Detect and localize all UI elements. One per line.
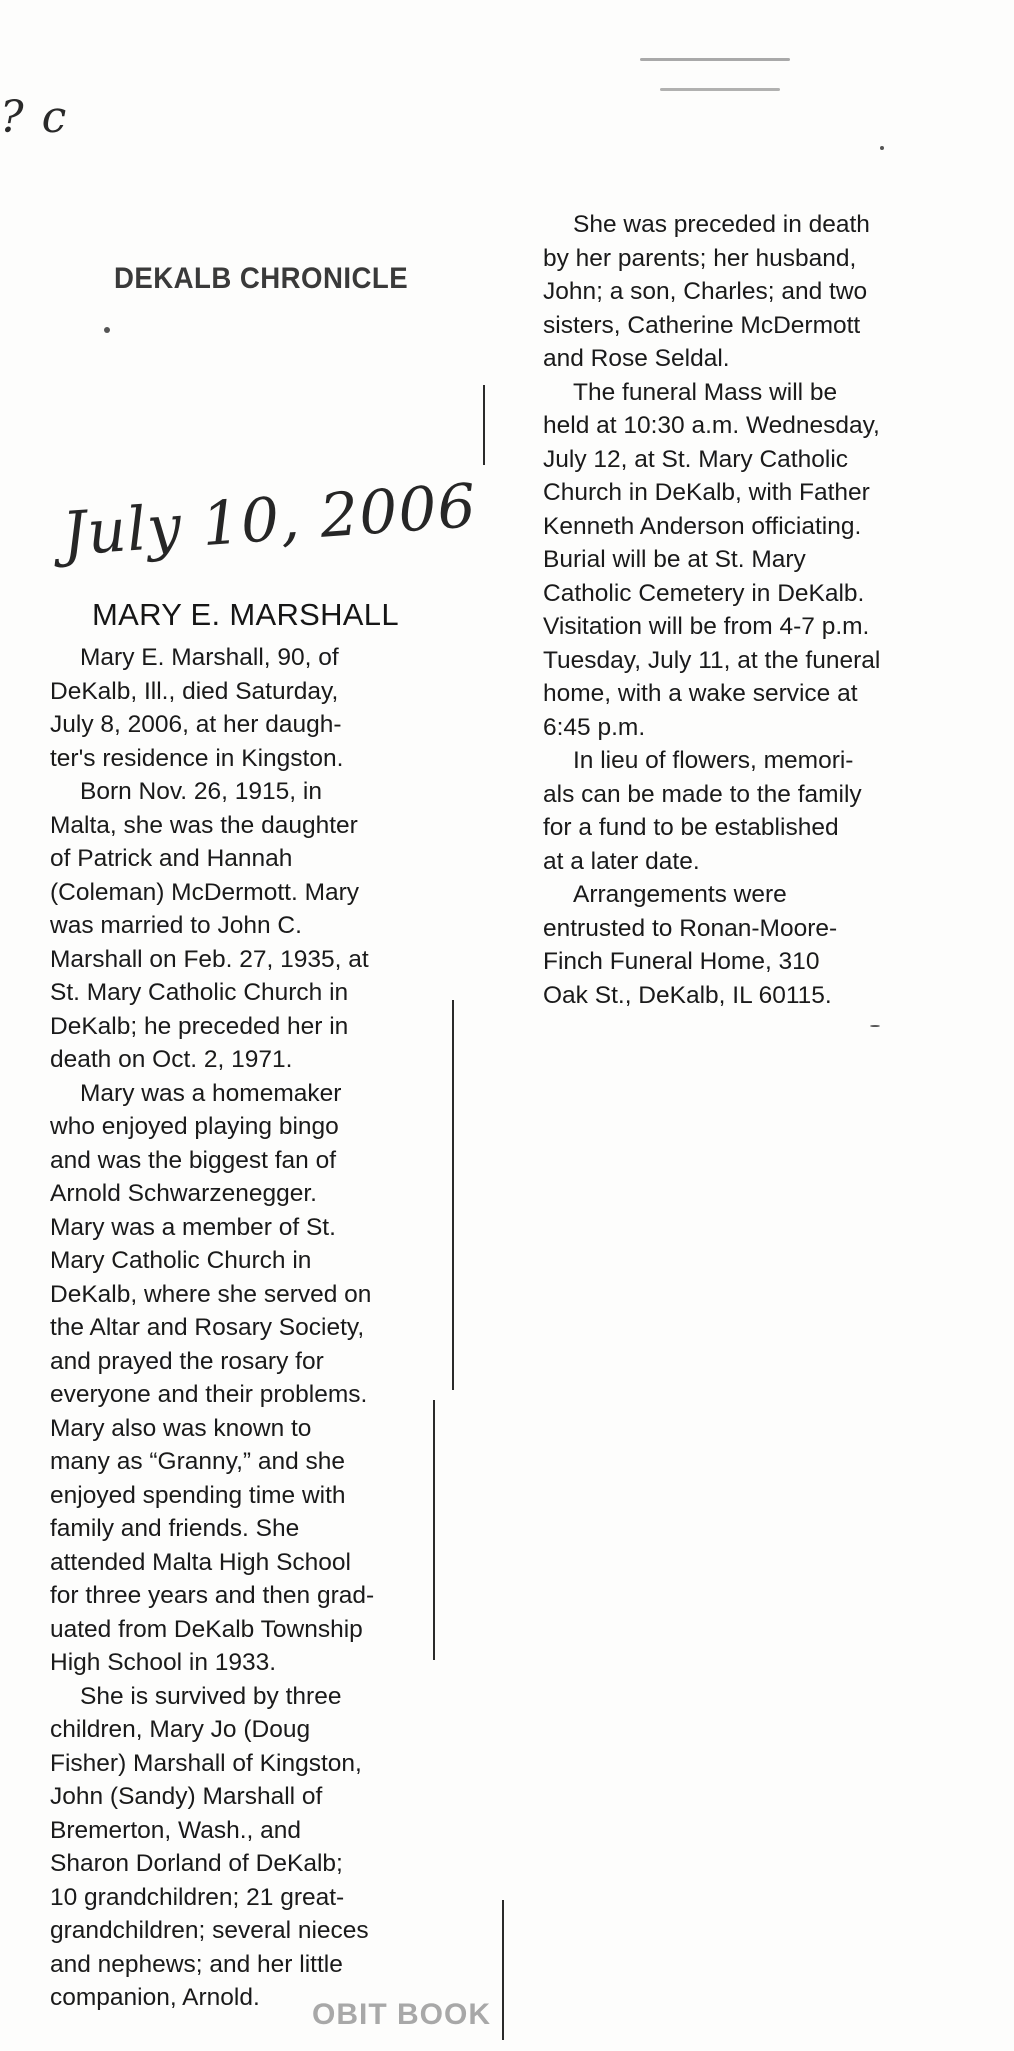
text-line: Finch Funeral Home, 310 bbox=[543, 948, 820, 975]
text-line: was married to John C. bbox=[50, 912, 302, 939]
text-line: for three years and then grad- bbox=[50, 1582, 375, 1609]
text-line: children, Mary Jo (Doug bbox=[50, 1716, 311, 1743]
text-line: DeKalb, Ill., died Saturday, bbox=[50, 677, 339, 705]
text-line: Church in DeKalb, with Father bbox=[543, 479, 870, 506]
text-line: Catholic Cemetery in DeKalb. bbox=[543, 579, 865, 607]
text-line: ter's residence in Kingston. bbox=[50, 744, 344, 772]
text-line: Arnold Schwarzenegger. bbox=[50, 1180, 317, 1207]
text-line: Mary was a homemaker bbox=[80, 1079, 342, 1107]
text-line: and prayed the rosary for bbox=[50, 1347, 324, 1375]
text-line: who enjoyed playing bingo bbox=[50, 1113, 339, 1140]
paragraph bbox=[50, 775, 450, 1077]
text-line: Oak St., DeKalb, IL 60115. bbox=[543, 981, 832, 1009]
text-line: The funeral Mass will be bbox=[573, 378, 838, 406]
text-line: Fisher) Marshall of Kingston, bbox=[50, 1749, 362, 1777]
text-line: Visitation will be from 4-7 p.m. bbox=[543, 613, 870, 640]
text-line: DeKalb, where she served on bbox=[50, 1280, 372, 1308]
text-line: Mary E. Marshall, 90, of bbox=[80, 644, 339, 671]
corner-handwritten-mark: ? c bbox=[0, 92, 69, 143]
text-line: (Coleman) McDermott. Mary bbox=[50, 878, 360, 906]
text-line: Mary was a member of St. bbox=[50, 1213, 336, 1241]
text-line: of Patrick and Hannah bbox=[50, 845, 293, 872]
text-line: Born Nov. 26, 1915, in bbox=[80, 778, 322, 805]
handwritten-date: July 10, 2006 bbox=[60, 471, 479, 570]
scan-speck bbox=[880, 146, 884, 150]
paragraph bbox=[543, 878, 943, 1012]
text-line: DeKalb; he preceded her in bbox=[50, 1012, 349, 1040]
text-line: High School in 1933. bbox=[50, 1649, 277, 1676]
left-column bbox=[50, 641, 450, 2015]
newspaper-masthead: DEKALB CHRONICLE bbox=[114, 262, 409, 295]
text-line: held at 10:30 a.m. Wednesday, bbox=[543, 412, 880, 439]
text-line: 10 grandchildren; 21 great- bbox=[50, 1883, 345, 1911]
text-line: Bremerton, Wash., and bbox=[50, 1816, 302, 1844]
text-line: death on Oct. 2, 1971. bbox=[50, 1046, 293, 1073]
text-line: July 8, 2006, at her daugh- bbox=[50, 711, 342, 738]
right-column bbox=[543, 208, 943, 1012]
text-line: Burial will be at St. Mary bbox=[543, 546, 806, 573]
paragraph bbox=[543, 376, 943, 745]
paragraph bbox=[543, 744, 943, 878]
column-rule-left bbox=[452, 1000, 454, 1390]
paragraph bbox=[50, 1077, 450, 1680]
text-line: everyone and their problems. bbox=[50, 1381, 368, 1408]
text-line: John; a son, Charles; and two bbox=[543, 278, 868, 305]
text-line: and Rose Seldal. bbox=[543, 345, 730, 372]
text-line: She is survived by three bbox=[80, 1682, 342, 1710]
scan-speck bbox=[104, 327, 110, 333]
text-line: home, with a wake service at bbox=[543, 680, 858, 707]
text-line: enjoyed spending time with bbox=[50, 1481, 346, 1509]
column-rule-left-lower bbox=[433, 1400, 435, 1660]
column-rule-top bbox=[483, 385, 485, 465]
text-line: Kenneth Anderson officiating. bbox=[543, 512, 862, 540]
text-line: Sharon Dorland of DeKalb; bbox=[50, 1850, 343, 1877]
text-line: companion, Arnold. bbox=[50, 1984, 260, 2011]
text-line: Marshall on Feb. 27, 1935, at bbox=[50, 945, 369, 973]
text-line: grandchildren; several nieces bbox=[50, 1917, 369, 1944]
text-line: and was the biggest fan of bbox=[50, 1146, 337, 1174]
obituary-headline: MARY E. MARSHALL bbox=[92, 597, 399, 632]
scan-speck bbox=[640, 58, 790, 61]
text-line: St. Mary Catholic Church in bbox=[50, 979, 349, 1006]
text-line: many as “Granny,” and she bbox=[50, 1448, 346, 1475]
text-line: for a fund to be established bbox=[543, 814, 839, 841]
scan-speck bbox=[660, 88, 780, 91]
text-line: In lieu of flowers, memori- bbox=[573, 747, 854, 774]
scan-speck bbox=[870, 1025, 880, 1027]
text-line: She was preceded in death bbox=[573, 211, 870, 238]
text-line: uated from DeKalb Township bbox=[50, 1615, 363, 1643]
paragraph bbox=[50, 1680, 450, 2015]
text-line: and nephews; and her little bbox=[50, 1950, 343, 1978]
text-line: Malta, she was the daughter bbox=[50, 811, 358, 839]
paragraph bbox=[50, 641, 450, 775]
text-line: July 12, at St. Mary Catholic bbox=[543, 445, 849, 473]
text-line: Mary Catholic Church in bbox=[50, 1247, 312, 1274]
text-line: entrusted to Ronan-Moore- bbox=[543, 914, 838, 942]
text-line: family and friends. She bbox=[50, 1515, 300, 1542]
text-line: Arrangements were bbox=[573, 881, 787, 908]
text-line: 6:45 p.m. bbox=[543, 713, 646, 741]
text-line: als can be made to the family bbox=[543, 780, 862, 808]
text-line: Tuesday, July 11, at the funeral bbox=[543, 646, 881, 674]
text-line: sisters, Catherine McDermott bbox=[543, 311, 861, 339]
paragraph bbox=[543, 208, 943, 376]
obit-book-stamp: OBIT BOOK bbox=[312, 1998, 491, 2031]
text-line: by her parents; her husband, bbox=[543, 244, 857, 272]
text-line: the Altar and Rosary Society, bbox=[50, 1314, 365, 1341]
text-line: Mary also was known to bbox=[50, 1414, 312, 1442]
text-line: John (Sandy) Marshall of bbox=[50, 1783, 323, 1810]
text-line: attended Malta High School bbox=[50, 1548, 351, 1576]
text-line: at a later date. bbox=[543, 847, 700, 875]
column-rule-bottom bbox=[502, 1900, 504, 2040]
